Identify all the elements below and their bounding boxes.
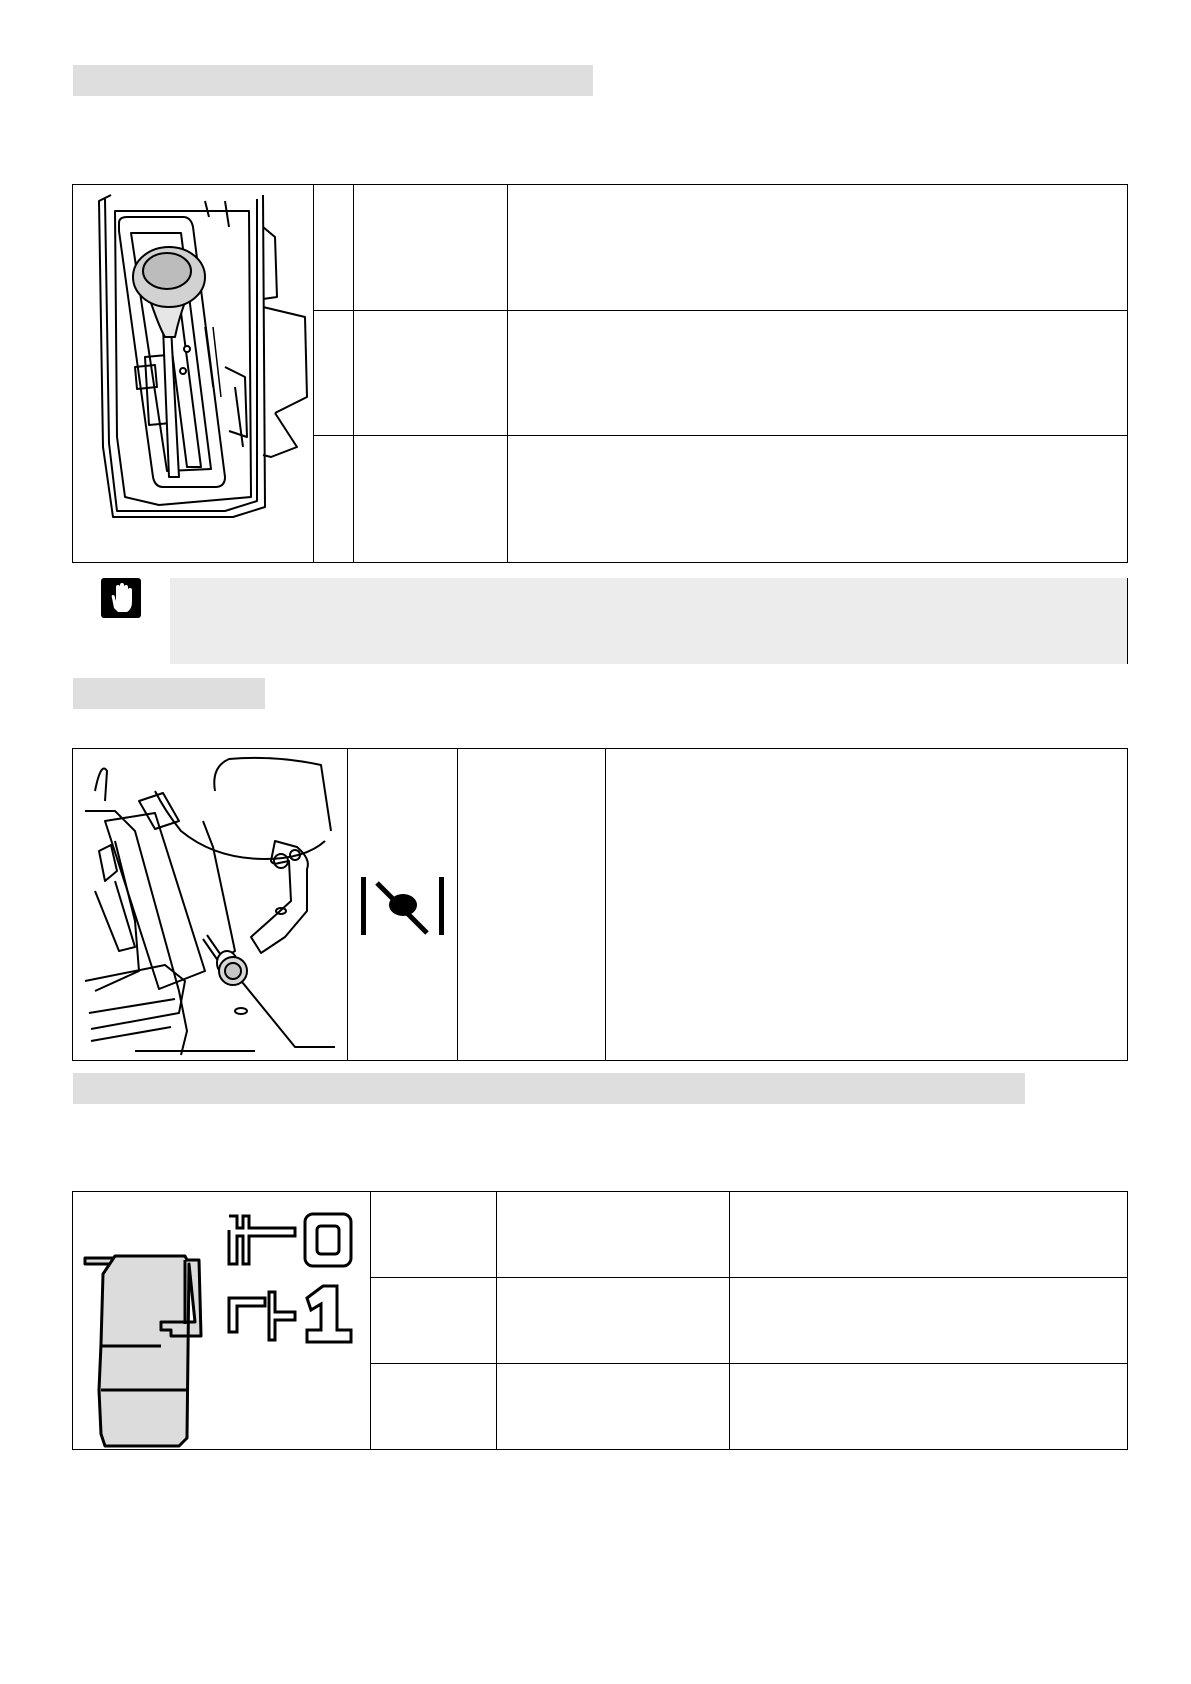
position-row-1-description [729,1192,1127,1277]
gear-row-1-name [353,185,507,310]
choke-knob-illustration [75,751,345,1059]
stop-hand-icon [101,578,141,618]
gear-row-3-description [507,435,1127,561]
choke-description [605,749,1127,1059]
gear-row-3-number [313,435,353,561]
gear-row-2-description [507,310,1127,435]
position-row-1-name [496,1192,729,1277]
position-row-1-position [370,1192,496,1277]
lever-position-1-symbol [229,1286,351,1342]
gear-row-1-number [313,185,353,310]
choke-table [72,748,1128,1061]
position-row-2-description [729,1277,1127,1363]
lever-position-table [72,1191,1128,1450]
warning-note [170,578,1128,664]
lever-position-0-symbol [229,1214,351,1266]
position-row-3-name [496,1363,729,1448]
section-1-heading [73,65,593,96]
gear-lever-table [72,184,1128,563]
section-3-heading [73,1073,1025,1104]
position-row-3-position [370,1363,496,1448]
position-row-3-description [729,1363,1127,1448]
gear-row-1-description [507,185,1127,310]
lever-block-illustration [75,1194,367,1448]
section-2-heading [73,678,265,709]
position-row-2-position [370,1277,496,1363]
gear-lever-illustration [75,187,311,561]
gear-row-2-name [353,310,507,435]
choke-symbol-icon [359,869,447,941]
gear-row-2-number [313,310,353,435]
choke-name [457,749,605,1059]
position-row-2-name [496,1277,729,1363]
gear-row-3-name [353,435,507,561]
warning-note-text [170,578,1110,664]
